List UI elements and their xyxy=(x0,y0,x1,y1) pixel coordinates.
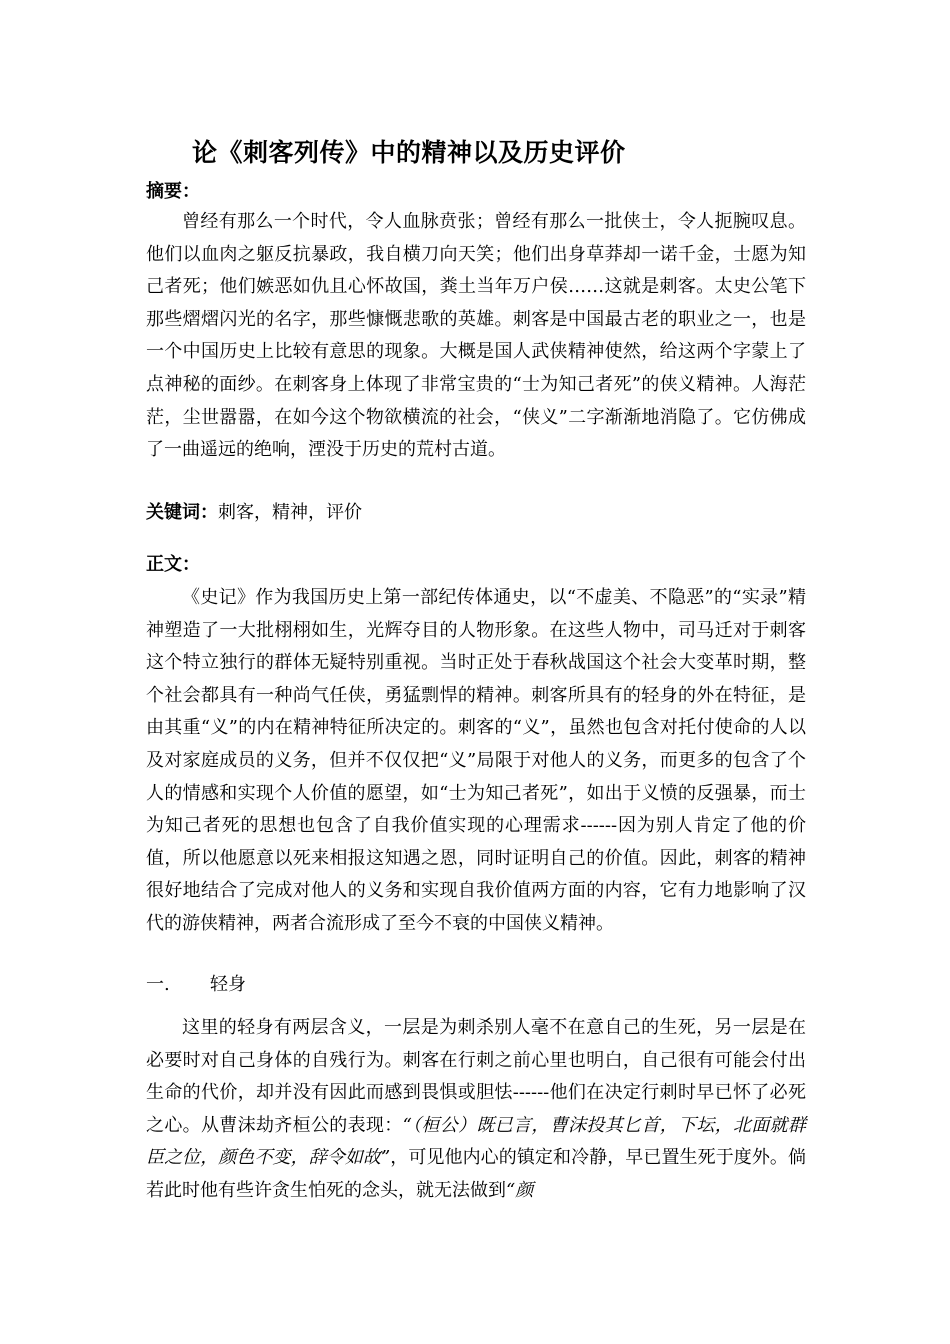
section-paragraph xyxy=(146,1012,806,1208)
keywords-line xyxy=(146,498,362,524)
document-title: 论《刺客列传》中的精神以及历史评价 xyxy=(192,138,626,167)
body-paragraph: 《史记》作为我国历史上第一部纪传体通史，以“不虚美、不隐恶”的“实录”精神塑造了一大批栩栩如生，光辉夺目的人物形象。在这些人物中，司马迁对于刺客这个特立独行的群体无疑特别重视。当时正处于春秋战国这个社会大变革时期，整个社会都具有一种尚气任侠，勇猛剽悍的精神。刺客所具有的轻身的外在特征，是由其重“义”的内在精神特征所决定的。刺客的“义”，虽然也包含对托付使命的人以及对家庭成员的义务，但并不仅仅把“义”局限于对他人的义务，而更多的包含了个人的情感和实现个人价值的愿望，如“士为知己者死”，如出于义愤的反强暴，而士为知己者死的思想也包含了自我价值实现的心理需求------因为别人肯定了他的价值，所以他愿意以死来相报这知遇之恩，同时证明自己的价值。因此，刺客的精神很好地结合了完成对他人的义务和实现自我价值两方面的内容，它有力地影响了汉代的游侠精神，两者合流形成了至今不衰的中国侠义精神。 xyxy=(146,587,806,934)
section-number: 一. xyxy=(146,974,170,995)
section-text-a: 这里的轻身有两层含义，一层是为刺杀别人毫不在意自己的生死，另一层是在必要时对自己身体的自残行为。刺客在行刺之前心里也明白，自己很有可能会付出生命的代价，却并没有因此而感到畏惧或胆怯------他们在决定行刺时早已怀了必死之心。从曹沫劫齐桓公的表现： xyxy=(146,1017,806,1136)
classical-quote: “（桓公）既已言，曹沫投其匕首，下坛，北面就群臣之位，颜色不变，辞令如故” xyxy=(146,1114,807,1169)
section-text-b: ，可见他内心的镇定和冷静，早已置生死于度外。倘若此时他有些许贪生怕死的念头，就无法做到 xyxy=(146,1147,807,1201)
abstract-paragraph: 曾经有那么一个时代，令人血脉贲张；曾经有那么一批侠士，令人扼腕叹息。他们以血肉之躯反抗暴政，我自横刀向天笑；他们出身草莽却一诺千金，士愿为知己者死；他们嫉恶如仇且心怀故国，粪土当年万户侯……这就是刺客。太史公笔下那些熠熠闪光的名字，那些慷慨悲歌的英雄。刺客是中国最古老的职业之一，也是一个中国历史上比较有意思的现象。大概是国人武侠精神使然，给这两个字蒙上了点神秘的面纱。在刺客身上体现了非常宝贵的“士为知己者死”的侠义精神。人海茫茫，尘世嚣嚣，在如今这个物欲横流的社会，“侠义”二字渐渐地消隐了。它仿佛成了一曲遥远的绝响，湮没于历史的荒村古道。 xyxy=(146,211,806,461)
keywords-value: 刺客，精神，评价 xyxy=(218,502,362,523)
body-heading: 正文： xyxy=(146,554,200,575)
keywords-label: 关键词： xyxy=(146,502,218,523)
abstract-heading: 摘要： xyxy=(146,181,200,202)
section-title: 轻身 xyxy=(210,974,246,995)
section-heading xyxy=(146,970,246,996)
section-tail-quote: “颜 xyxy=(506,1179,534,1201)
